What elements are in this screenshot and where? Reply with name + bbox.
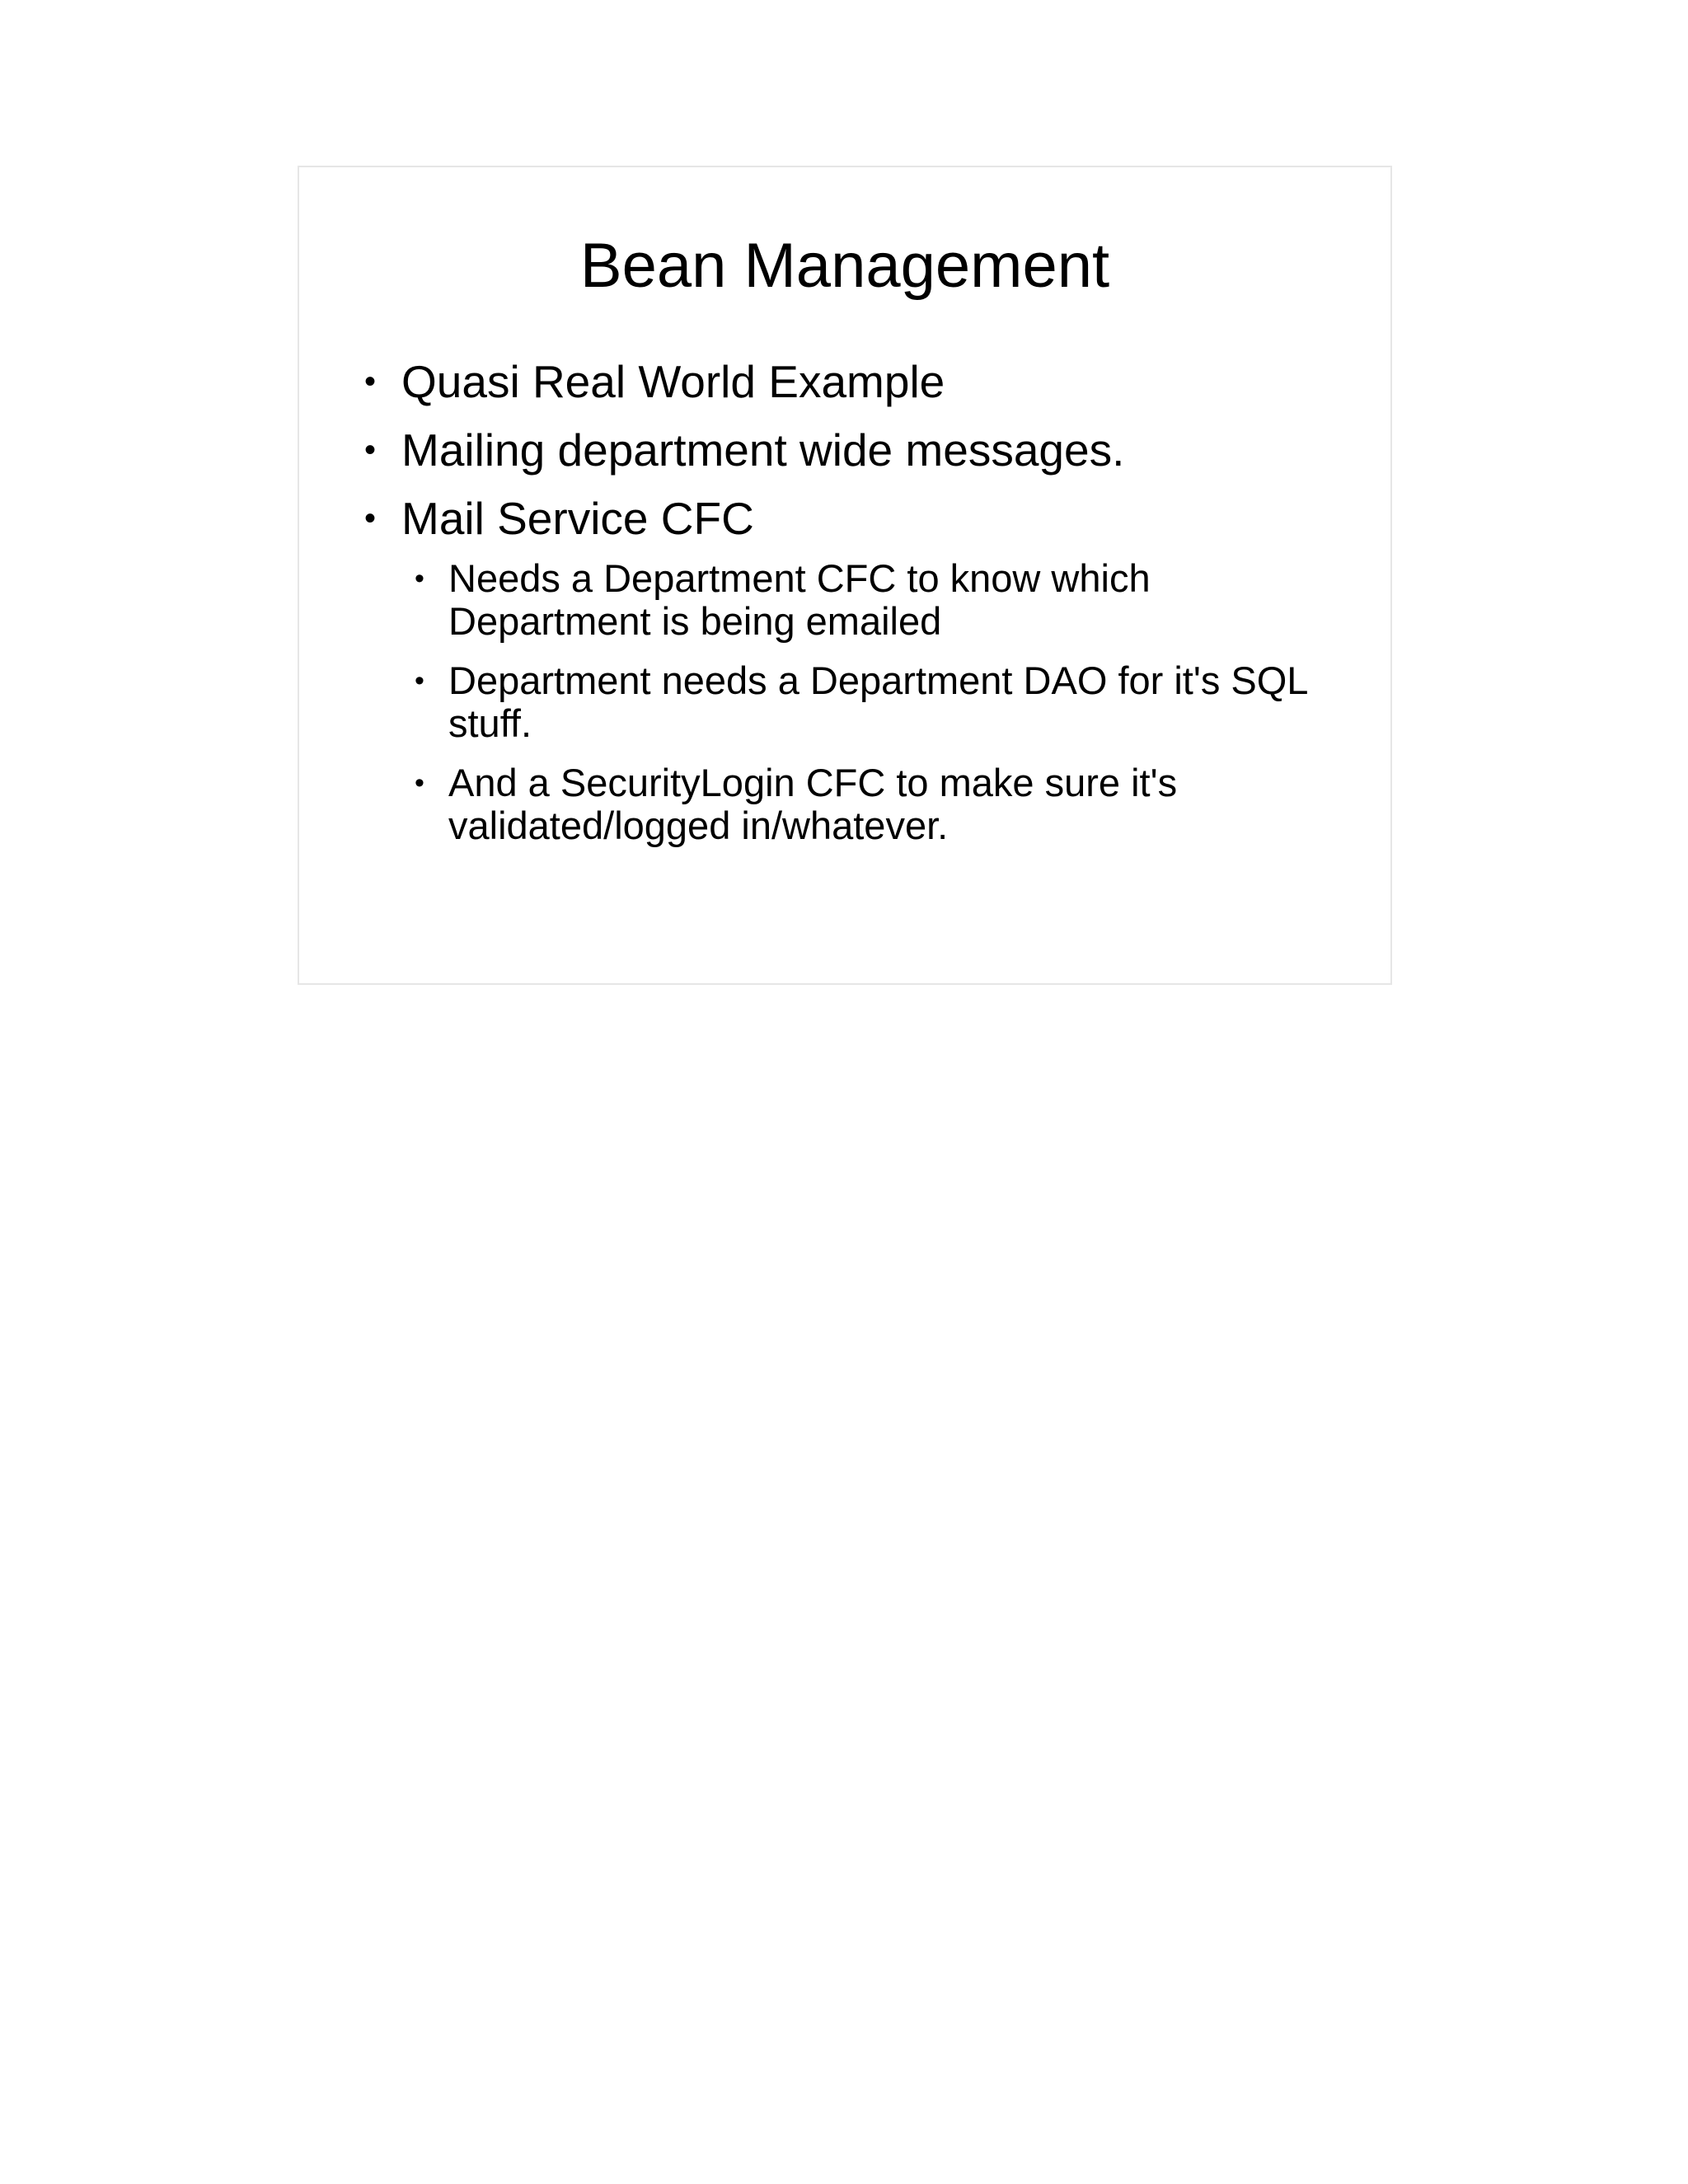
bullet-icon: • [364,500,377,537]
bullet-item [364,355,1357,408]
bullet-text: Mail Service CFC [401,493,754,544]
sub-bullet-icon: • [415,563,424,594]
bullet-icon: • [364,432,377,468]
sub-bullet-icon: • [415,767,424,799]
slide-title: Bean Management [579,231,1110,301]
sub-bullet-icon: • [415,665,424,696]
bullet-item [364,492,1357,545]
bullet-text: Mailing department wide messages. [401,424,1125,476]
sub-bullet-item [415,556,1357,643]
sub-bullet-text: Needs a Department CFC to know which Department is being emailed [448,556,1151,643]
sub-bullet-item [415,761,1357,847]
sub-bullet-list [401,557,1357,847]
bullet-list [364,355,1357,864]
sub-bullet-group [401,557,1357,847]
bullet-item [364,424,1357,476]
bullet-icon: • [364,363,377,400]
slide [298,166,1392,985]
sub-bullet-text: Department needs a Department DAO for it's SQL stuff. [448,658,1307,745]
bullet-text: Quasi Real World Example [401,356,945,407]
sub-bullet-item [415,658,1357,745]
sub-bullet-text: And a SecurityLogin CFC to make sure it's validated/logged in/whatever. [448,761,1178,847]
